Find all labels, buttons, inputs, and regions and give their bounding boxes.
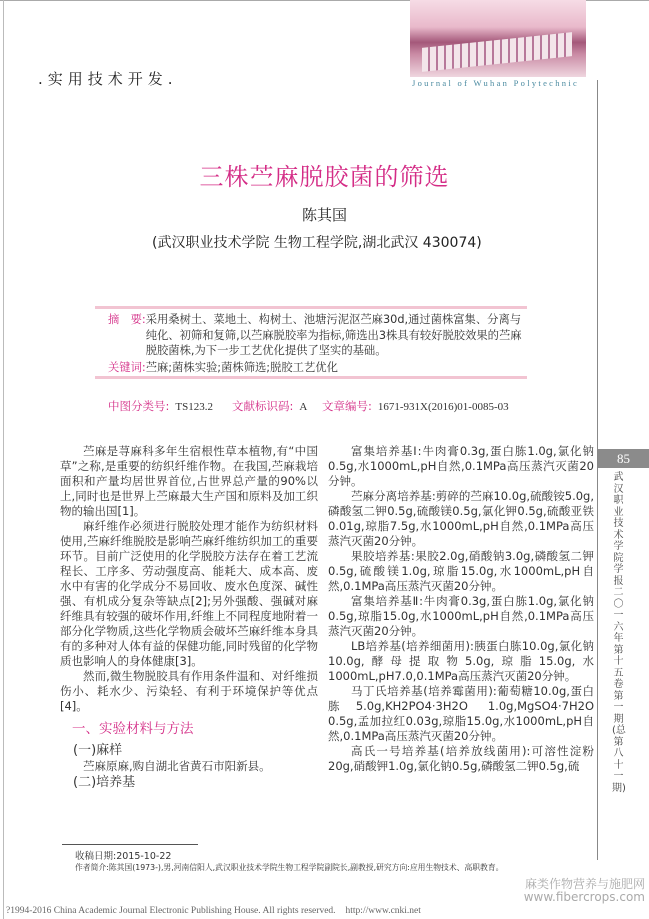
subsection-heading: (二)培养基 — [73, 775, 136, 790]
body-paragraph: 苎麻原麻,购自湖北省黄石市阳新县。 — [83, 759, 271, 773]
watermark-cn: 麻类作物营养与施肥网 — [524, 877, 645, 891]
clc-number — [108, 398, 213, 414]
watermark-url: www.fibercrops.com — [523, 890, 645, 904]
page-border-left — [3, 0, 4, 919]
body-paragraph: 麻纤维作必须进行脱胶处理才能作为纺织材料使用,苎麻纤维脱胶是影响苎麻纤维纺织加工的重要环节。目前广泛使用的化学脱胶方法存在着工艺流程长、工序多、劳动强度高、能耗大、成本高、废水中有害的化学成分不易回收、废水色度深、碱性强、有机成分复杂等缺点[2];另外强酸、强碱对麻纤维具有较强的破坏作用,纤维上不同程度地附着一部分化学物质,这些化学物质会破坏苎麻纤维本身具有的多种对人体有益的保健功能,同时残留的化学物质也影响人的身体健康[3]。 — [60, 519, 318, 668]
copyright: ?1994-2016 China Academic Journal Electronic Publishing House. All rights reserved. — [6, 906, 336, 916]
doc-code-value: A — [299, 401, 308, 413]
medium-recipe: 果胶培养基:果胶2.0g,硝酸钠3.0g,磷酸氢二钾0.5g,硫酸镁1.0g,琼脂15.0g,水1000mL,pH自然,0.1MPa高压蒸汽灭菌20分钟。 — [328, 549, 594, 593]
margin-rule — [597, 80, 598, 860]
page-number: 85 — [598, 449, 649, 468]
footnote-rule — [62, 844, 198, 845]
body-paragraph: 苎麻是荨麻科多年生宿根性草本植物,有“中国草”之称,是重要的纺织纤维作物。在我国,苎麻栽培面积和产量均居世界首位,占世界总产量的90%以上,同时也是世界上苎麻最大生产国和原料及加工织物的输出国[1]。 — [60, 444, 318, 518]
body-left-column — [60, 444, 318, 791]
article-number-value: 1671-931X(2016)01-0085-03 — [377, 401, 509, 413]
medium-recipe: 高氏一号培养基(培养放线菌用):可溶性淀粉20g,硝酸钾1.0g,氯化钠0.5g,磷酸氢二钾0.5g,硫 — [328, 744, 594, 773]
article-number-label: 文章编号: — [322, 399, 372, 413]
doc-code-label: 文献标识码: — [232, 399, 294, 413]
watermark — [524, 878, 645, 904]
article-author: 陈其国 — [301, 206, 347, 224]
section-heading: 一、实验材料与方法 — [72, 721, 194, 737]
medium-recipe: 富集培养基Ⅰ:牛肉膏0.3g,蛋白胨1.0g,氯化钠0.5g,水1000mL,pH自然,0.1MPa高压蒸汽灭菌20分钟。 — [328, 444, 594, 488]
medium-recipe: 马丁氏培养基(培养霉菌用):葡萄糖10.0g,蛋白胨5.0g,KH2PO4·3H2O 1.0g,MgSO4·7H2O 0.5g,孟加拉红0.03g,琼脂15.0g,水1000mL,pH自然,0.1MPa高压蒸汽灭菌20分钟。 — [328, 684, 594, 743]
abstract-rule-top — [95, 306, 527, 309]
author-affiliation: (武汉职业技术学院 生物工程学院,湖北武汉 430074) — [152, 235, 482, 251]
body-paragraph: 然而,微生物脱胶具有作用条件温和、对纤维损伤小、耗水少、污染轻、有利于环境保护等优点[4]。 — [60, 669, 318, 713]
body-right-column — [328, 444, 594, 774]
keywords-text: 苎麻;菌株实验;菌株筛选;脱胶工艺优化 — [145, 360, 338, 374]
keywords-label: 关键词: — [108, 360, 146, 374]
article-title: 三株苎麻脱胶菌的筛选 — [199, 163, 450, 191]
campus-building-graphic — [422, 32, 572, 72]
abstract-label: 摘 要: — [108, 313, 146, 326]
campus-banner-image — [410, 0, 586, 77]
author-bio: 作者简介:陈其国(1973-),男,河南信阳人,武汉职业技术学院生物工程学院副院长,副教授,研究方向:应用生物技术、高职教育。 — [75, 863, 504, 872]
footer — [6, 906, 421, 916]
keywords — [108, 360, 528, 376]
received-date: 收稿日期:2015-10-22 — [75, 851, 172, 862]
cnki-link[interactable]: http://www.cnki.net — [345, 906, 421, 916]
journal-issue-sidebar: 武汉职业技术学院学报二〇一六年第十五卷第一期(总第八十一期) — [612, 472, 626, 794]
clc-value: TS123.2 — [175, 401, 213, 413]
doc-code — [232, 398, 307, 414]
abstract — [108, 312, 528, 375]
medium-recipe: LB培养基(培养细菌用):胰蛋白胨10.0g,氯化钠10.0g,酵母提取物5.0g,琼脂15.0g,水1000mL,pH7.0,0.1MPa高压蒸汽灭菌20分钟。 — [328, 639, 594, 683]
article-number — [322, 398, 509, 414]
subsection-heading: (一)麻样 — [73, 743, 123, 758]
abstract-text: 采用桑树土、菜地土、构树土、池塘污泥沤苎麻30d,通过菌株富集、分离与纯化、初筛和复筛,以苎麻脱胶率为指标,筛选出3株具有较好脱胶效果的苎麻脱胶菌株,为下一步工艺优化提供了坚实的基础。 — [145, 313, 522, 357]
medium-recipe: 苎麻分离培养基:剪碎的苎麻10.0g,硫酸铵5.0g,磷酸氢二钾0.5g,硫酸镁0.5g,氯化钾0.5g,硫酸亚铁0.01g,琼脂7.5g,水1000mL,pH自然,0.1MPa高压蒸汽灭菌20分钟。 — [328, 489, 594, 548]
column-heading: .实用技术开发. — [38, 70, 178, 88]
abstract-rule-bottom — [95, 376, 527, 379]
clc-label: 中图分类号: — [108, 399, 170, 413]
medium-recipe: 富集培养基Ⅱ:牛肉膏0.3g,蛋白胨1.0g,氯化钠0.5g,琼脂15.0g,水1000mL,pH自然,0.1MPa高压蒸汽灭菌20分钟。 — [328, 594, 594, 638]
journal-name-en: Journal of Wuhan Polytechnic — [412, 78, 580, 88]
